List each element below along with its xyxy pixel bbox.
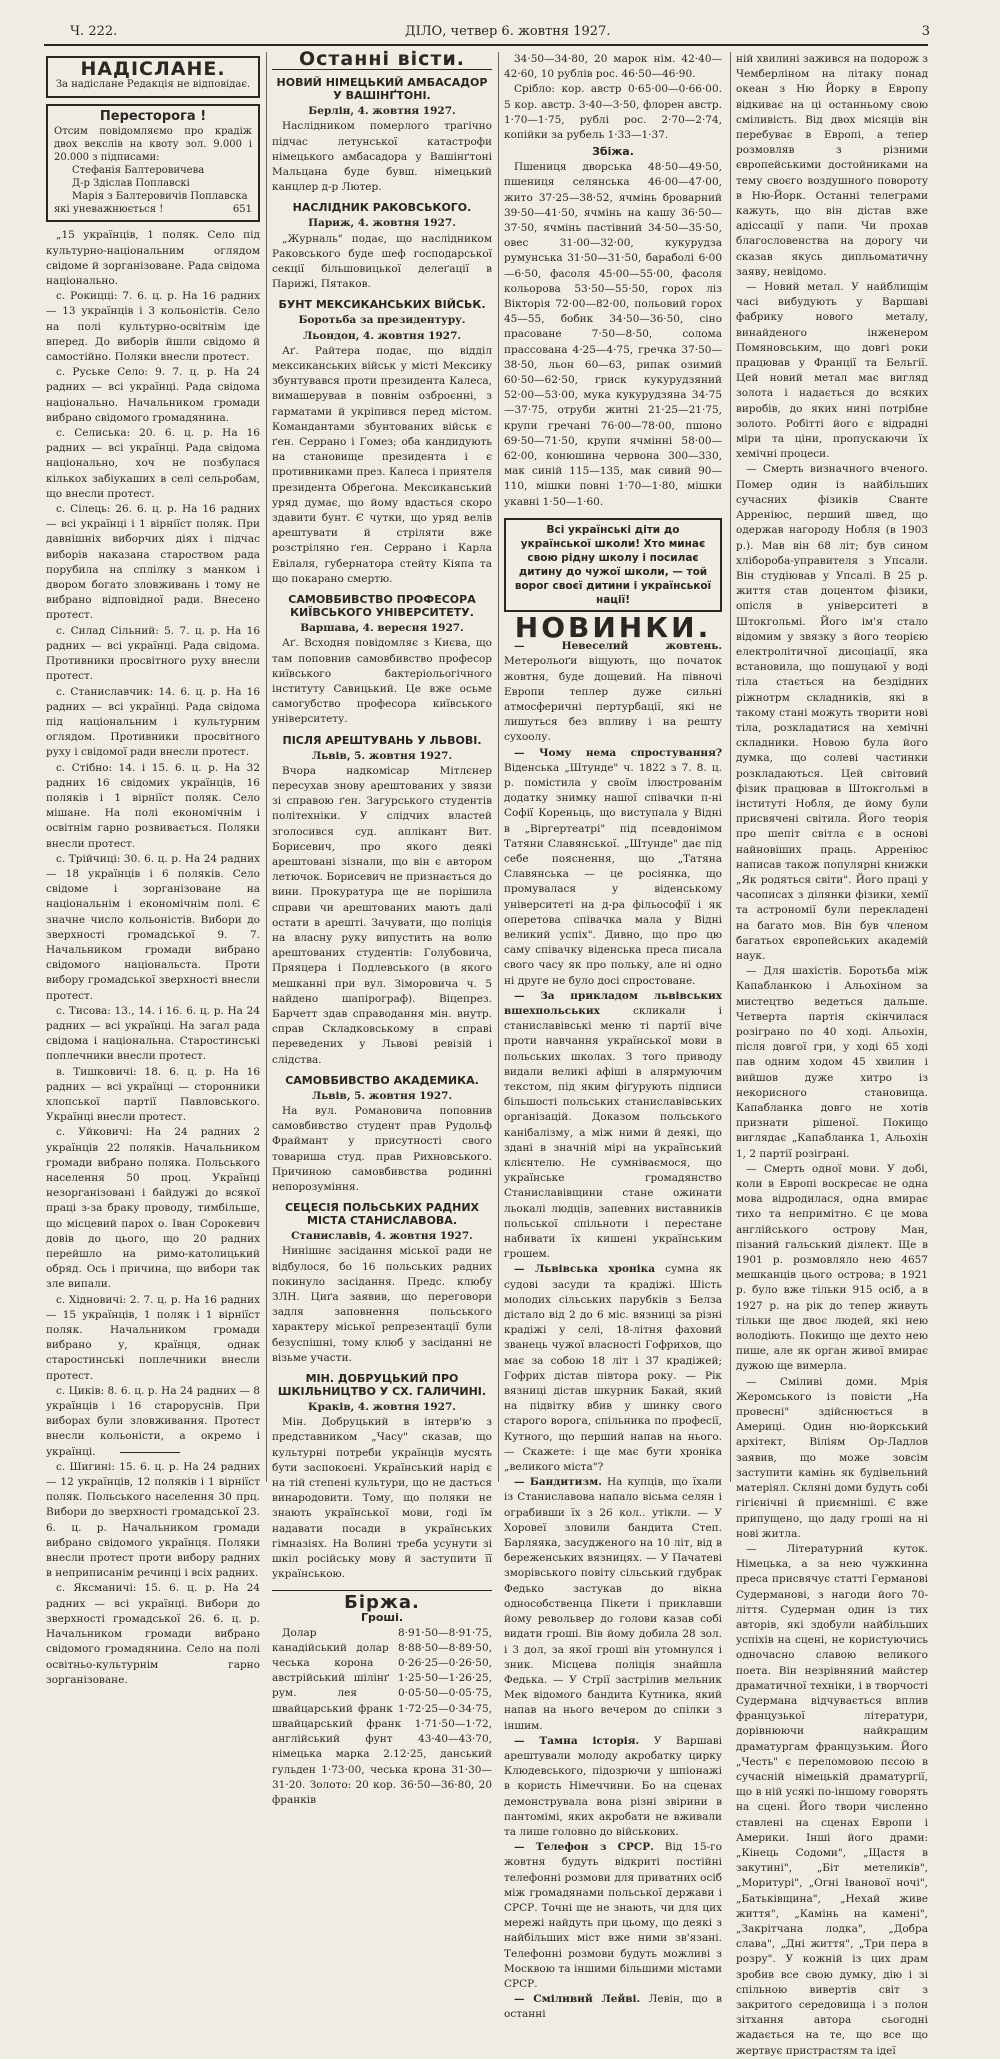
warning-title: Пересторога ! [99, 109, 207, 125]
village-report: с. Хідновичі: 2. 7. ц. р. На 16 радних — 15 українців, 1 поляк і 1 вірніїст поляк. Начальником громади вибрано у, країнця, однак старостинські поплечники внесли протест. [46, 1293, 260, 1382]
news-item: — Для шахістів. Боротьба між Капабланкою і Альохіном за мистецтво ведеться дальше. Четверта партія скінчилася розіграно по 40 ході. Альохін, після довгої гри, у ході 65 ході пав одним ходом 45 хвилин і вийшов дуже хитро із некорисного становища. Капабланка довго не хотів признати рішеної. Покищо виглядає „Капабланка 1, Альохін 1, 2 партії розіграні. [736, 965, 928, 1160]
village-report: с. Селиська: 20. 6. ц. р. На 16 радних — всі українці. Рада свідома національно, хоч не позбулася кількох забіукаших в селі сельробам, що внесли протест. [46, 427, 260, 500]
column-3 [504, 52, 722, 2021]
column-divider [266, 52, 267, 1482]
warning-code: 651 [232, 204, 252, 216]
news-section-title: НОВИНКИ. [514, 610, 712, 644]
column-2 [272, 48, 492, 1806]
exchange-continued: 34·50—34·80, 20 марок нім. 42·40—42·60, 10 рублів рос. 46·50—46·90. [504, 53, 722, 81]
exchange-rates: Долар 8·91·50—8·91·75, канадійський долар 8·88·50—8·89·50, чеська корона 0·26·25—0·26·50, австрійський шілінґ 1·25·50—1·26·25, рум. лея 0·05·50—0·05·75, швайцарський франк 1·72·25—0·34·75, швайцарський франк 1·71·50—1·72, англійський фунт 43·40—43·70, німецька марка 2.12·25, данський гульден 1·73·00, чеська крона 31·30—31·20. Золото: 20 кор. 36·50—36·80, 20 франків [272, 1626, 492, 1806]
article-dateline: Берлін, 4. жовтня 1927. [308, 105, 456, 118]
news-item [504, 989, 722, 1263]
village-report: с. Яксманичі: 15. 6. ц. р. На 24 радних — всі українці. Вибори до зверхності громадської 26. 6. ц. р. Начальником громади вибрано свідомого громадянина. Село на полі освітньо-культурнім гарно зорганізоване. [46, 1582, 260, 1686]
news-item-lead: — Тамна історія. [514, 1734, 640, 1747]
article-subhead: Боротьба за президентуру. [298, 314, 466, 327]
issue-number: Ч. 222. [70, 24, 118, 39]
masthead-title: ДІЛО, четвер 6. жовтня 1927. [405, 24, 611, 39]
article-dateline: Варшава, 4. вересня 1927. [300, 622, 464, 635]
news-item [504, 1992, 722, 2022]
column-divider [498, 52, 499, 1482]
news-item [504, 746, 722, 989]
village-report: с. Сілець: 26. 6. ц. р. На 16 радних — всі українці і 1 вірніїст поляк. При давнішніх виборчих діях і підчас виборів наказана староством рада порубила на сплілку з манком і двором богато зловживань і тому не вибрано відповідної ради. Внесено протест. [46, 503, 260, 622]
warning-text [54, 125, 252, 216]
article-dateline: Париж, 4. жовтня 1927. [308, 217, 456, 230]
news-item-text: Метерольоґи віщують, що початок жовтня, буде дощевий. На півночі Европи теплер дуже сильні атмосферичні пертурбації, які не лишуться без впливу і на решту сухоолу. [504, 655, 722, 744]
nadislane-title: НАДІСЛАНЕ. [80, 58, 226, 80]
column-4 [736, 52, 928, 2057]
village-report: „15 українців, 1 поляк. Село під культурно-національним оглядом свідоме й зорганізоване. Рада свідома національно. [46, 229, 260, 288]
village-report: с. Тисова: 13., 14. і 16. 6. ц. р. На 24 радних — всі українці. На загал рада свідома і національна. Старостинські поплечники внесли протест. [46, 1004, 260, 1063]
nadislane-note: За надіслане Редакція не відповідає. [55, 79, 251, 91]
news-continued: ній хвилині зажився на подорож з Чемберліном на літаку понад океан з Ню Йорку в Европу відкиває на ці останньому свою сміливість. Від двох місяців він перебуває в Европі, а тепер розмовляв з різними європейськими достойниками на тему своєго воздушного повороту в Ню-Йорк. Останні телеграми кажуть, що він дістав вже адіссації у папи. Чи прохав благословенства на дорогу чи сказав якусь дипльоматичну заяву, невідомо. [736, 53, 928, 278]
article-headline: САМОВБИВСТВО АКАДЕМИКА. [285, 1073, 479, 1087]
warning-line: Стефанія Балтеровичева [72, 165, 205, 177]
article-headline: МІН. ДОБРУЦЬКИЙ ПРО ШКІЛЬНИЦТВО У СХ. ГАЛИЧИНІ. [277, 1372, 487, 1399]
article-headline: САМОВБИВСТВО ПРОФЕСОРА КИЇВСЬКОГО УНІВЕРСИТЕТУ. [288, 593, 476, 620]
news-item-lead: — Чому нема спростування? [514, 746, 722, 759]
page-header [70, 20, 930, 46]
exchange-subtitle: Гроші. [360, 1610, 404, 1624]
warning-notice [46, 104, 260, 222]
article-headline: НАСЛІДНИК РАКОВСЬКОГО. [292, 201, 472, 215]
news-item [504, 1840, 722, 1992]
news-item-lead: — Львівська хроніка [514, 1263, 656, 1276]
school-appeal-notice: Всі українські діти до української школи! Хто минає свою рідну школу і посилає дитину до чужої школи, — той ворог своєї дитини і української нації! [504, 518, 722, 612]
article-text: Аґ. Всходня повідомляє з Києва, що там поповнив самовбивство професор київського бактеріольогічного інституту Савицький. Це вже осьме самогубство професора київського університету. [272, 637, 492, 726]
news-item-text: У Варшаві арештували молоду акробатку цирку Клюдевського, підозрючи у шпіонажі в користь Німеччини. Бо на сценах демонструвала вона різні звірини в пантомімі, яких акробати не вживали та лише головно до військових. [504, 1734, 722, 1838]
news-item: — Літературний куток. Німецька, а за нею чужкинна преса присвячує статті Германові Судерманові, з нагоди його 70-ліття. Судерман один із тих авторів, які здобули найбільших успіхів на сцені, не користуючись одночасно славою великого поета. Він незрівняний майстер драматичної техніки, і в творчості Судермана відчувається вплив французької літератури, дорівнюючи найкращим драматургам французьким. Його „Честь" є переломовою пєсою в сучасній німецькій драматургії, що в ній усякі по-іншому говорять на сцені. Його твори численно ставлені на сценах Европи і Америки. Інші його драми: „Кінець Содоми", „Щастя в закутині", „Біт метеликів", „Моритурі", „Огні Іванової ночі", „Батьківщина", „Нехай живе життя", „Камінь на камені", „Закрітчана лодка", „Добра слава", „Дні життя", „Три пера в розру". У кожній із цих драм зробив все свою думку, дію і зі спільною вивертів світ з закритого середовища і з полон зітхання автора сьогодні жадається на те, що все що жертвує пристрастям та ідеї [736, 1542, 928, 2057]
village-report: с. Стібно: 14. і 15. 6. ц. р. На 32 радних 16 свідомих українців, 16 поляків і 1 вірніїст поляк. Село мішане. На полі економічнім і освітнім гарно розвивається. Поляки внесли протест. [46, 761, 260, 850]
article-headline: БУНТ МЕКСИКАНСЬКИХ ВІЙСЬК. [278, 298, 486, 312]
article-headline: ПІСЛЯ АРЕШТУВАНЬ У ЛЬВОВІ. [282, 733, 482, 747]
nadislane-box [46, 56, 260, 98]
article-text: На вул. Романовича поповнив самовбивство студент прав Рудольф Фраймант у присутності свого товариша студ. прав Рихновського. Причиною самовбивства родинні непорозуміння. [272, 1104, 492, 1193]
warning-line: Отсим повідомляємо про крадіж двох векслів на квоту зол. 9.000 і 20.000 з підписами: [54, 126, 252, 164]
news-item-text: скликали і станиславівські меню ті партії віче проти навчання української мови в польських школах. З того приводу видали великі афіші в алярмуючим текстом, під яким фіґурують підписи більшості польських станиславівських організацій. Доказом польського канібалізму, а між ними й деякі, що здані в значній мірі на український клієнтелю. Не сумніваємося, що українське громадянство Станиславівщини стане ожинати льокалі людців, запевних виставників польської спільноти і перестане набивати їх кишені українським грошем. [504, 1004, 722, 1261]
article-dateline: Львів, 5. жовтня 1927. [311, 749, 453, 762]
warning-line: Д-р Здіслав Поплавскі [72, 178, 190, 190]
warning-line: Марія з Балтеровичів Поплавска [72, 191, 248, 203]
latest-news-title: Останні вісти. [272, 52, 492, 70]
article-text: Наслідником померлого трагічно підчас летунської катастрофи німецького амбасадора у Вашінґтоні Мальцана буде бувш. німецький канцлер д-р Лютер. [272, 120, 492, 194]
article-text: „Журналь" подає, що наслідником Раковського буде шеф господарської секції більшовицької делеґації в Парижі, Пятаков. [272, 232, 492, 291]
article-dateline: Льондон, 4. жовтня 1927. [302, 329, 462, 342]
village-report: с. Циків: 8. 6. ц. р. На 24 радних — 8 українців і 16 староруснів. При виборах були зловживання. Протест внесли кольоністи, а окремо і українці. [46, 1384, 260, 1458]
grain-title: Збіжа. [592, 145, 634, 159]
news-item-lead: — Сміливий Лейві. [514, 1993, 641, 2006]
news-item-text: Левін, що в останні [504, 1993, 722, 2021]
article-text: Мін. Добруцький в інтерв'ю з представником „Часу" сказав, що культурні потреби українців мусять бути заспокоєні. Український нарід є на тій степені культури, що не дасться винародовити. Тому, що поляки не знають української мови, годі їм надавати посади в українських гімназіях. На Волині треба усунути зі шкіл російську мову й заступити її українською. [272, 1416, 492, 1581]
news-item: — Смерть визначного вченого. Помер один із найбільших сучасних фізиків Сванте Арреніюс, перший швед, що одержав нагороду Нобля (в 1903 р.). Мав він 68 літ; був сином хлібороба-управителя з Упсали. Він студіював у Упсалі. В 25 р. життя став доцентом фізики, опісля в університеті в Штокгольмі. Його ім'я стало відомим у звязку з його теорією електролітичної дисоціації, яка встановила, що пошуцаюї у воді тіла стається на бездідних ріжнотрм складників, які в такому стані можуть творити нові тіла, розкладатися на хемічні складники. Новою була його думка, що солеві частинки розкладаються. Цей світовий фізик працював в Штокгольмі в інституті Нобля, де йому були присвячені світила. Його теорія про шепіт світла є в основі найновіших праць. Арреніюс написав також популярні книжки „Як родяться світи". Його праці у часописах з ділянки фізики, хемії та астрономії були перекладені на багато мов. Він був членом багатьох європейських академій наук. [736, 463, 928, 962]
news-item: — Смерть одної мови. У добі, коли в Европі воскресає не одна мова відродилася, одна вмирає тихо та непримітно. Є це мова англійського острову Ман, пізаний гальський діялект. Ще в 1901 р. розмовляло нею 4657 мешканців цього острова; в 1921 р. було вже тільки 915 осіб, а в 1927 р. на рік до тепер живуть тільки ще двоє людей, які нею володіють. Покищо ще дехто нею пише, але як орган живої вмирає дужою ще вимерла. [736, 1162, 928, 1373]
news-item [504, 1475, 722, 1733]
news-item-text: Віденська „Штунде" ч. 1822 з 7. 8. ц. р. помістила у своїм ілюстрованім додатку знимку нашої співачки п-ні Софії Кореньць, що виступала у Відні в „Віргертеатрі" під псевдонімом Татяни Славянської. „Штунде" дає під себе пояснення, що „Татяна Славянська — це росіянка, що промувалася у віденському університеті на д-ра фільософії і як оперетова співачка мала у Відні великий успіх". Дивно, що про цю саму співачку віденська преса писала свого часу як про польку, але ні одно ні друге не було досі спростоване. [504, 761, 722, 987]
header-rule [44, 44, 928, 46]
village-report: с. Станиславчик: 14. 6. ц. р. На 16 радних — всі українці. Рада свідома під національним і культурним оглядом. Противники просвітного руху і свідомої ради внесли протест. [46, 685, 260, 759]
news-item [504, 1734, 722, 1840]
article-text: Аґ. Райтера подає, що відділ мексиканських військ у місті Мексику збунтувався проти президента Калеса, вимашерував в повнім озброєнні, з гарматами й укріпився перед містом. Командантами збунтованих військ є ґен. Серрано і Гомез; оба кандидують на становище президента і є противниками през. Калеса і приятеля президента Обреґона. Мексиканський уряд думає, що йому вдасться скоро здавити бунт. Є чутки, що уряд велів арештувати й стріляти вже розстріляно ґен. Серрано і Карла Евілаля, губернатора стейту Кіяпа та що покарано смертю. [272, 344, 492, 585]
warning-line: які уневажнюється ! [54, 204, 164, 216]
article-headline: НОВИЙ НІМЕЦЬКИЙ АМБАСАДОР У ВАШІНҐТОНІ. [276, 76, 488, 103]
news-item-text: На купців, що їхали із Станиславова напало вісьма селян і ограбивши їх з 26 кол.. утікли. — У Хоровеї зловили бандита Степ. Барляяка, засудженого на 10 літ, від в береженських вязницях. — У Пачатеві зморівського повіту сільський гдубрак Федько застукав до вікна однособственца Пікети і приклавши йому револьвер до голови казав собі видати гроші. Вів йому добила 28 зол. і 3 дол, за якої гроші він утомнулся і зник. Місцева поліція знайшла Федька. — У Стрії застрілив мельник Мек відомого бандита Кутника, який напав на нього вечером до спілки з іншим. [504, 1476, 722, 1732]
article-dateline: Станиславів, 4. жовтня 1927. [291, 1230, 473, 1243]
village-report: с. Уйковичі: На 24 радних 2 українців 22 поляків. Начальником громади вибрано поляка. Польського населення 50 проц. Українці незорганізовані і байдужі до всякої праці з-за браку проводу, тимбільше, що місцевий парох о. Іван Сорокевич довів до цього, що 20 радних перейшло на римо-католицький обряд. Ось і причина, що вибори так зле випали. [46, 1126, 260, 1291]
village-report: с. Шигині: 15. 6. ц. р. На 24 радних — 12 українців, 12 поляків і 1 вірніїст поляк. Польського населення 30 прц. Вибори до зверхності громадської 23. 6. ц. р. Начальником громади вибрано свідомого українця. Поляки внесли протест проти вибору радних в неприписанім речинці і всіх радних. [46, 1460, 260, 1580]
exchange-title: Біржа. [272, 1590, 492, 1610]
village-report: в. Тишковичі: 18. 6. ц. р. На 16 радних — всі українці — сторонники хлопської партії Павловського. Українці внесли протест. [46, 1065, 260, 1124]
column-1 [46, 52, 260, 1686]
grain-prices: Пшениця дворська 48·50—49·50, пшениця селянська 46·00—47·00, жито 37·25—38·52, ячмінь броварний 39·50—41·50, ячмінь на кашу 36·50—37·50, ячмінь пастівний 34·50—35·50, овес 31·00—32·00, кукурудза румунська 31·50—31·50, бараболі 6·00—6·50, фасоля 45·00—55·00, фасоля кольорова 53·50—55·50, горох ліз Вікторія 72·00—82·00, польовий горох 45—55, бобик 34·50—36·50, сіно прасоване 7·50—8·50, солома прассована 4·25—4·75, гречка 37·50—38·50, льон 60—63, рипак озимий 60·50—62·50, гриск кукурудзяний 52·00—53·00, мука кукурудзяна 34·75—37·75, отруби житні 21·25—21·75, крупи гречані 76·00—78·00, пшоно 69·50—71·50, крупи ячмінні 58·00—62·00, конюшина червона 300—330, мак синій 115—135, мак сивий 90—110, мішки повні 1·70—1·80, мішки укавні 1·50—1·60. [504, 161, 722, 508]
news-item [504, 639, 722, 745]
village-report: с. Руське Село: 9. 7. ц. р. На 24 радних — всі українці. Рада свідома національно. Начальником громади вибрано свідомого громадянина. [46, 366, 260, 424]
news-item-text: Від 15-го жовтня будуть відкриті постійні телефонні розмови для приватних осіб між громадянами польської держави і СРСР. Точні ще не знають, чи для цих мережі найдуть при цьому, що деякі з найбільших міст вже ними зв'язані. Телефонні розмови будуть можливі з Москвою та іншими більшими містами СРСР. [504, 1841, 722, 1990]
warning-footer [54, 203, 252, 216]
column-divider [730, 52, 731, 1482]
village-report: с. Рокицці: 7. 6. ц. р. На 16 радних — 13 українців і 3 кольоністів. Село на полі культурно-освітнім іде вперед. До виборів йшли свідомо й самостійно. Поляки внесли протест. [46, 290, 260, 364]
news-item-lead: — За прикладом львівських вшехпольських [504, 989, 722, 1017]
article-text: Вчора надкомісар Мітлєнер пересухав знову арештованих у звязи зі справою ґен. Загурського студентів політехніки. У слідчих властей зголосився сyд. аплікант Вит. Борисевич, про якого деякі арештовані зізнали, що він є автором летючок. Борисевич не признається до вини. Прокуратура ще не порішила справи чи арештованих мають далі остати в арешті. Зачувати, що поліція на власну руку випустить на волю арештованих студентів: Голубовича, Пряяцера і Подлевського (в якого мешканні при вул. Зіморовича ч. 5 найдено шапірограф). Віцепрез. Барчетт здав справодання мін. внутр. справ Складковському в справі переведених у Львові ревізій і слідства. [272, 764, 492, 1066]
article-dateline: Краків, 4. жовтня 1927. [308, 1401, 456, 1414]
news-item: — Сміливі доми. Мрія Жеромського із повісти „На провесні" здійснюється в Америці. Один ню-йоркський архітект, Віліям Ор-Ладлов заявив, що може зовсім заступити камінь як будівельний матеріял. Скляні доми будуть собі гігієнічні й приємніші. Є вже припущено, що даду гроші на ні нові житла. [736, 1375, 928, 1540]
news-item [504, 1262, 722, 1475]
news-item: — Новий метал. У найблищім часі вибудують у Варшаві фабрику нового металу, винайденого інженером Помяновським, що довгі роки працював у Франції та Бельгії. Цей новий метал має вигляд золота і надається до всяких виробів, до яких нині потрібне золото. Робітті його є відрадні міри та ціни, пропускаючи їх хемічні процеси. [736, 281, 928, 461]
village-report: с. Силад Сільний: 5. 7. ц. р. На 16 радних — всі українці. Рада свідома. Противники просвітного руху внесли протест. [46, 624, 260, 683]
news-item-text: сумна як судові засуди та крадіжі. Шість молодих сільських парубків з Белза дістало від 2 до 6 міс. вязниці за різні крадіжі у селі, 18-літня фаховий званець чужої власності Гофрихов, що має за собою 18 літ і 37 крадіжей; Гофрих дістав півтора року. — Рік вязниці дістав шкурник Бакай, який на підвітку вбив у шинку свого старого ворога, спільника по професії, Кутного, що перший напав на нього. — Скажете: і ще має бути хроніка „великого міста"? [504, 1263, 722, 1474]
article-dateline: Львів, 5. жовтня 1927. [311, 1089, 453, 1102]
silver-rates: Срібло: кор. австр 0·65·00—0·66·00. 5 кор. австр. 3·40—3·50, флорен австр. 1·70—1·75, рублі рос. 2·70—2·74, копійки за рубель 1·33—1·37. [504, 83, 722, 142]
news-item-lead: — Бандитизм. [514, 1476, 602, 1489]
page-number: 3 [921, 24, 930, 39]
village-report: с. Трійчиці: 30. 6. ц. р. На 24 радних — 18 українців і 6 поляків. Село свідоме і зорганізоване на національнім і економічнім полі. Є значне число кольоністів. Вибори до зверхності громадської 9. 7. Начальником громади вибрано свідомого національста. Проти вибору громадської зверхності внесли протест. [46, 852, 260, 1002]
article-headline: СЕЦЕСІЯ ПОЛЬСЬКИХ РАДНИХ МІСТА СТАНИСЛАВОВА. [284, 1201, 480, 1228]
column-end-rule [120, 1452, 180, 1453]
news-item-lead: — Невеселий жовтень. [514, 640, 722, 653]
article-text: Нинішнє засідання міської ради не відбулося, бо 16 польських радних покинуло засідання. Предс. клюбу ЗЛН. Циґа заявив, що переговори задля заповнення польського характеру міської репрезентації були безуспішні, тому клюб у засіданні не візьме участи. [272, 1245, 492, 1364]
news-item-lead: — Телефон з СРСР. [514, 1841, 654, 1854]
